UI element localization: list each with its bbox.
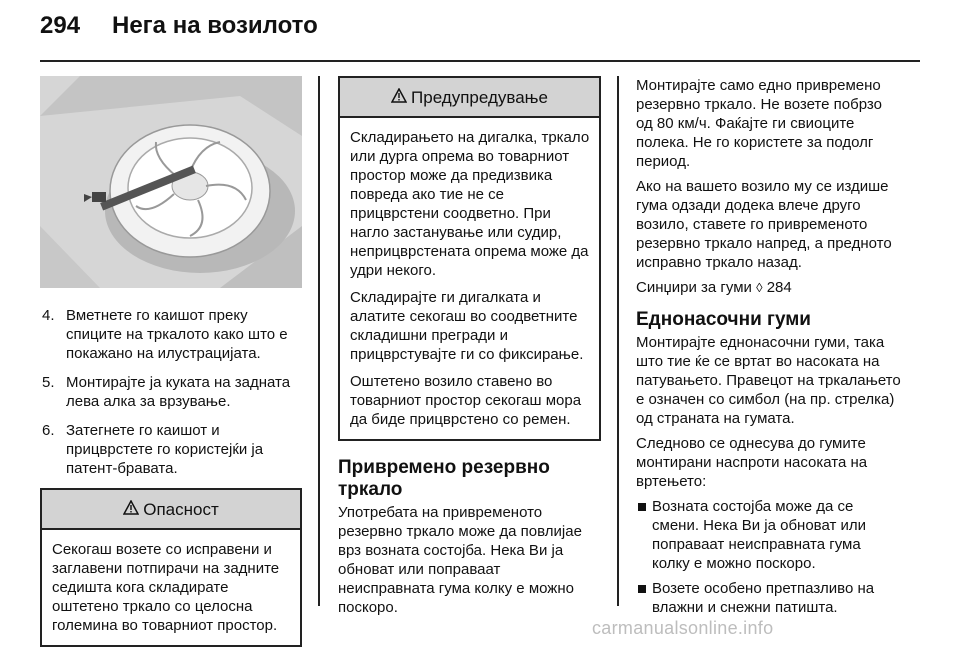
warning-paragraph: Складирањето на дигалка, тркало или дурга опрема во товарниот простор може да предизвика повреда ако тие не се прицврстени соодветно. При нагло застанување или судир, неприцврстената опрема може да удри некого. <box>350 129 590 279</box>
page-title: Нега на возилото <box>112 12 318 39</box>
spare-wheel-illustration <box>40 76 302 288</box>
danger-box <box>40 488 302 647</box>
cross-reference-page: 284 <box>766 279 792 296</box>
column-3 <box>636 76 902 623</box>
page-header <box>40 12 920 48</box>
column-1 <box>40 76 302 647</box>
bullet-list <box>636 497 902 617</box>
page-number: 294 <box>40 12 81 39</box>
warning-paragraph: Оштетено возило ставено во товарниот простор секогаш мора да биде прицврстено со ремен. <box>350 373 582 428</box>
step-item: 4. Вметнете го каишот преку спиците на тркалото како што е покажано на илустрацијата. <box>42 307 288 362</box>
warning-paragraph: Складирајте ги дигалката и алатите секогаш во соодветните складишни прегради и прицврстувајте ги со фиксирање. <box>350 289 584 363</box>
header-rule <box>40 60 920 62</box>
col3-paragraph: Монтирајте еднонасочни гуми, така што тие ќе се вртат во насоката на патувањето. Правецот на тркалањето е означен со симбол (на пр. стрелка) од страната на гумата. <box>636 334 901 427</box>
warning-triangle-icon <box>123 500 139 519</box>
step-item: 5. Монтирајте ја куката на задната лева алка за врзување. <box>42 374 291 410</box>
column-divider <box>617 76 619 606</box>
step-item: 6. Затегнете го каишот и прицврстете го користејќи ја патент-бравата. <box>42 422 264 477</box>
column-divider <box>318 76 320 606</box>
col3-paragraph: Ако на вашето возило му се издише гума одзади додека влече друго возило, ставете го привременото резервно тркало напред, а предното исправно тркало назад. <box>636 178 892 271</box>
reference-arrow-icon: ◊ <box>756 280 763 295</box>
danger-text: Секогаш возете со исправени и заглавени потпирачи на задните седишта кога складирате оштетено тркало со целосна големина во товарниот простор. <box>52 541 280 634</box>
warning-header <box>340 78 599 118</box>
spare-heading: Привремено резервно тркало <box>338 457 550 500</box>
danger-header <box>42 490 300 530</box>
col3-paragraph: Следново се однесува до гумите монтирани наспроти насоката на вртењето: <box>636 435 868 490</box>
directional-tyres-heading: Еднонасочни гуми <box>636 309 811 330</box>
bullet-item: Возната состојба може да се смени. Нека Ви ја обноват или поправаат неисправната гума колку е можно поскоро. <box>636 497 902 573</box>
column-2 <box>338 76 601 623</box>
col3-paragraph: Монтирајте само едно привремено резервно тркало. Не возете побрзо од 80 км/ч. Фаќајте ги свиоците полека. Не го користете за подолг период. <box>636 77 882 170</box>
steps-list <box>40 306 302 478</box>
watermark: carmanualsonline.info <box>592 618 774 638</box>
danger-title: Опасност <box>143 499 219 519</box>
warning-title: Предупредување <box>411 87 548 107</box>
spare-text: Употребата на привременото резервно тркало може да повлијае врз возната состојба. Нека Ви ја обноват или поправаат неисправната гума колку е можно поскоро. <box>338 504 582 616</box>
bullet-item: Возете особено претпазливо на влажни и снежни патишта. <box>636 579 902 617</box>
cross-reference[interactable] <box>636 278 902 297</box>
warning-box <box>338 76 601 441</box>
warning-triangle-icon <box>391 88 407 107</box>
bullet-square-icon <box>638 503 646 511</box>
bullet-square-icon <box>638 585 646 593</box>
cross-reference-text: Синџири за гуми <box>636 279 752 296</box>
